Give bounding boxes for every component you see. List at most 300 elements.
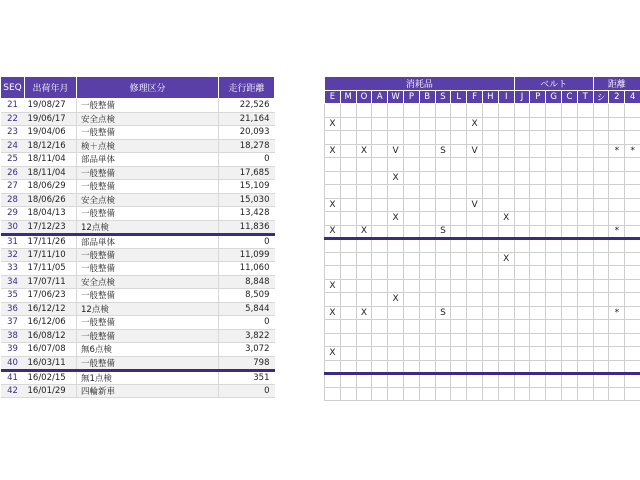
grid-cell[interactable] <box>419 374 435 388</box>
grid-cell[interactable] <box>530 225 546 239</box>
grid-cell[interactable] <box>593 347 609 361</box>
column-header[interactable]: 2 <box>609 91 625 104</box>
grid-cell[interactable] <box>514 185 530 199</box>
grid-cell[interactable] <box>577 185 593 199</box>
grid-cell[interactable] <box>546 185 562 199</box>
grid-cell[interactable] <box>593 212 609 226</box>
column-header[interactable]: C <box>562 91 578 104</box>
grid-cell[interactable] <box>467 374 483 388</box>
grid-cell[interactable] <box>372 333 388 347</box>
grid-cell[interactable] <box>372 374 388 388</box>
grid-cell[interactable] <box>356 104 372 118</box>
grid-cell[interactable] <box>530 266 546 280</box>
grid-cell[interactable] <box>451 387 467 401</box>
grid-cell[interactable] <box>625 320 640 334</box>
grid-cell[interactable] <box>419 347 435 361</box>
grid-cell[interactable] <box>467 266 483 280</box>
history-row[interactable] <box>1 112 275 126</box>
history-row[interactable] <box>1 180 275 194</box>
grid-cell[interactable] <box>498 158 514 172</box>
grid-cell[interactable] <box>625 185 640 199</box>
grid-cell[interactable] <box>372 198 388 212</box>
grid-cell[interactable] <box>514 252 530 266</box>
grid-cell[interactable] <box>340 293 356 307</box>
grid-cell[interactable] <box>356 293 372 307</box>
grid-cell[interactable] <box>625 239 640 253</box>
grid-cell[interactable] <box>403 279 419 293</box>
grid-cell[interactable] <box>340 320 356 334</box>
grid-cell[interactable] <box>403 198 419 212</box>
grid-cell[interactable] <box>467 212 483 226</box>
grid-cell[interactable] <box>467 252 483 266</box>
grid-cell[interactable] <box>325 212 341 226</box>
grid-cell[interactable] <box>498 239 514 253</box>
grid-cell[interactable] <box>562 252 578 266</box>
grid-cell[interactable]: * <box>609 144 625 158</box>
grid-cell[interactable] <box>451 198 467 212</box>
grid-cell[interactable] <box>467 387 483 401</box>
history-row[interactable] <box>1 248 275 262</box>
grid-cell[interactable] <box>435 360 451 374</box>
grid-cell[interactable] <box>435 374 451 388</box>
grid-cell[interactable] <box>546 158 562 172</box>
grid-cell[interactable] <box>562 158 578 172</box>
grid-cell[interactable] <box>562 387 578 401</box>
grid-cell[interactable] <box>546 333 562 347</box>
grid-cell[interactable] <box>577 320 593 334</box>
grid-cell[interactable] <box>403 333 419 347</box>
grid-cell[interactable] <box>577 306 593 320</box>
column-header[interactable]: P <box>403 91 419 104</box>
grid-cell[interactable] <box>609 158 625 172</box>
grid-cell[interactable] <box>577 117 593 131</box>
grid-cell[interactable] <box>356 158 372 172</box>
grid-cell[interactable] <box>388 252 404 266</box>
grid-cell[interactable] <box>593 266 609 280</box>
grid-cell[interactable] <box>403 387 419 401</box>
history-row[interactable] <box>1 302 275 316</box>
grid-cell[interactable] <box>514 239 530 253</box>
grid-cell[interactable] <box>609 360 625 374</box>
grid-cell[interactable] <box>625 225 640 239</box>
column-header[interactable]: シ <box>593 91 609 104</box>
grid-cell[interactable] <box>625 306 640 320</box>
grid-cell[interactable] <box>356 239 372 253</box>
grid-cell[interactable] <box>593 158 609 172</box>
grid-cell[interactable] <box>482 171 498 185</box>
grid-cell[interactable] <box>435 333 451 347</box>
grid-cell[interactable] <box>419 252 435 266</box>
history-row[interactable] <box>1 329 275 343</box>
grid-cell[interactable] <box>609 252 625 266</box>
grid-cell[interactable] <box>530 104 546 118</box>
grid-cell[interactable] <box>482 104 498 118</box>
grid-cell[interactable] <box>325 293 341 307</box>
column-header[interactable]: A <box>372 91 388 104</box>
grid-cell[interactable] <box>530 360 546 374</box>
history-row[interactable] <box>1 99 275 113</box>
grid-cell[interactable]: * <box>609 225 625 239</box>
grid-cell[interactable] <box>577 360 593 374</box>
grid-cell[interactable] <box>467 225 483 239</box>
grid-cell[interactable] <box>514 293 530 307</box>
grid-cell[interactable] <box>435 131 451 145</box>
grid-cell[interactable] <box>451 374 467 388</box>
grid-cell[interactable] <box>372 279 388 293</box>
grid-cell[interactable]: X <box>325 347 341 361</box>
grid-cell[interactable] <box>419 225 435 239</box>
grid-cell[interactable] <box>593 333 609 347</box>
grid-cell[interactable] <box>562 293 578 307</box>
grid-cell[interactable] <box>451 333 467 347</box>
grid-cell[interactable] <box>609 239 625 253</box>
grid-cell[interactable] <box>482 185 498 199</box>
history-row[interactable] <box>1 139 275 153</box>
grid-cell[interactable] <box>419 333 435 347</box>
grid-cell[interactable] <box>403 117 419 131</box>
grid-cell[interactable] <box>593 252 609 266</box>
grid-cell[interactable] <box>403 158 419 172</box>
grid-cell[interactable] <box>546 293 562 307</box>
grid-cell[interactable] <box>451 212 467 226</box>
grid-cell[interactable] <box>419 198 435 212</box>
grid-cell[interactable]: X <box>356 306 372 320</box>
grid-cell[interactable] <box>325 333 341 347</box>
grid-cell[interactable] <box>562 225 578 239</box>
grid-cell[interactable] <box>593 144 609 158</box>
grid-cell[interactable] <box>403 185 419 199</box>
grid-cell[interactable] <box>514 117 530 131</box>
grid-cell[interactable] <box>467 347 483 361</box>
grid-cell[interactable] <box>625 198 640 212</box>
grid-cell[interactable] <box>435 347 451 361</box>
grid-cell[interactable] <box>403 131 419 145</box>
grid-cell[interactable] <box>577 225 593 239</box>
grid-cell[interactable] <box>593 320 609 334</box>
grid-cell[interactable] <box>451 279 467 293</box>
grid-cell[interactable] <box>530 333 546 347</box>
grid-cell[interactable] <box>498 387 514 401</box>
column-header[interactable]: B <box>419 91 435 104</box>
grid-cell[interactable] <box>403 239 419 253</box>
grid-cell[interactable] <box>577 387 593 401</box>
grid-cell[interactable] <box>514 387 530 401</box>
grid-cell[interactable] <box>372 117 388 131</box>
grid-cell[interactable] <box>340 158 356 172</box>
grid-cell[interactable] <box>498 144 514 158</box>
grid-cell[interactable] <box>482 266 498 280</box>
history-row[interactable] <box>1 275 275 289</box>
grid-cell[interactable] <box>482 117 498 131</box>
grid-cell[interactable] <box>435 293 451 307</box>
grid-cell[interactable] <box>482 293 498 307</box>
history-row[interactable] <box>1 193 275 207</box>
grid-cell[interactable] <box>482 306 498 320</box>
grid-cell[interactable] <box>325 320 341 334</box>
grid-cell[interactable] <box>577 158 593 172</box>
grid-cell[interactable] <box>372 266 388 280</box>
grid-cell[interactable] <box>562 185 578 199</box>
grid-cell[interactable] <box>562 171 578 185</box>
grid-cell[interactable]: X <box>325 279 341 293</box>
grid-cell[interactable] <box>419 320 435 334</box>
grid-cell[interactable] <box>609 293 625 307</box>
grid-cell[interactable] <box>325 171 341 185</box>
grid-cell[interactable] <box>372 320 388 334</box>
grid-cell[interactable] <box>609 347 625 361</box>
grid-cell[interactable] <box>514 333 530 347</box>
history-row[interactable] <box>1 262 275 276</box>
grid-cell[interactable] <box>577 171 593 185</box>
grid-cell[interactable] <box>498 333 514 347</box>
grid-cell[interactable] <box>356 252 372 266</box>
column-header[interactable]: M <box>340 91 356 104</box>
grid-cell[interactable] <box>593 293 609 307</box>
grid-cell[interactable] <box>498 185 514 199</box>
grid-cell[interactable] <box>340 185 356 199</box>
grid-cell[interactable] <box>467 185 483 199</box>
grid-cell[interactable] <box>340 374 356 388</box>
grid-cell[interactable] <box>435 171 451 185</box>
grid-cell[interactable]: X <box>388 212 404 226</box>
column-header[interactable]: G <box>546 91 562 104</box>
history-row[interactable] <box>1 384 275 398</box>
grid-cell[interactable] <box>562 198 578 212</box>
grid-cell[interactable] <box>546 360 562 374</box>
grid-cell[interactable]: S <box>435 225 451 239</box>
grid-cell[interactable] <box>388 347 404 361</box>
history-row[interactable] <box>1 153 275 167</box>
grid-cell[interactable] <box>435 387 451 401</box>
grid-cell[interactable] <box>372 306 388 320</box>
header-seq[interactable]: SEQ <box>1 77 25 99</box>
header-date[interactable]: 出荷年月 <box>25 77 77 99</box>
grid-cell[interactable] <box>546 171 562 185</box>
grid-cell[interactable] <box>625 212 640 226</box>
grid-cell[interactable] <box>403 360 419 374</box>
grid-cell[interactable] <box>388 185 404 199</box>
grid-cell[interactable] <box>625 360 640 374</box>
grid-cell[interactable]: X <box>388 293 404 307</box>
grid-cell[interactable] <box>356 212 372 226</box>
grid-cell[interactable] <box>482 279 498 293</box>
grid-cell[interactable]: S <box>435 306 451 320</box>
grid-cell[interactable] <box>356 374 372 388</box>
grid-cell[interactable]: X <box>498 212 514 226</box>
grid-cell[interactable] <box>482 131 498 145</box>
grid-cell[interactable] <box>403 171 419 185</box>
grid-cell[interactable] <box>514 266 530 280</box>
grid-cell[interactable] <box>625 131 640 145</box>
grid-cell[interactable] <box>388 333 404 347</box>
grid-cell[interactable] <box>530 347 546 361</box>
grid-cell[interactable] <box>340 333 356 347</box>
grid-cell[interactable] <box>530 387 546 401</box>
grid-cell[interactable] <box>530 198 546 212</box>
grid-cell[interactable] <box>356 131 372 145</box>
grid-cell[interactable] <box>451 293 467 307</box>
grid-cell[interactable] <box>419 158 435 172</box>
grid-cell[interactable] <box>609 198 625 212</box>
grid-cell[interactable]: X <box>498 252 514 266</box>
grid-cell[interactable]: X <box>325 144 341 158</box>
grid-cell[interactable] <box>388 225 404 239</box>
header-category[interactable]: 修理区分 <box>77 77 219 99</box>
grid-cell[interactable] <box>403 266 419 280</box>
grid-cell[interactable] <box>356 198 372 212</box>
grid-cell[interactable] <box>562 360 578 374</box>
grid-cell[interactable] <box>514 374 530 388</box>
grid-cell[interactable] <box>340 252 356 266</box>
grid-cell[interactable] <box>498 225 514 239</box>
grid-cell[interactable] <box>546 104 562 118</box>
grid-cell[interactable] <box>372 131 388 145</box>
grid-cell[interactable] <box>340 225 356 239</box>
grid-cell[interactable] <box>325 266 341 280</box>
grid-cell[interactable] <box>562 279 578 293</box>
grid-cell[interactable]: V <box>467 144 483 158</box>
grid-cell[interactable] <box>514 347 530 361</box>
grid-cell[interactable] <box>625 266 640 280</box>
grid-cell[interactable] <box>609 171 625 185</box>
grid-cell[interactable] <box>372 158 388 172</box>
grid-cell[interactable] <box>482 360 498 374</box>
grid-cell[interactable] <box>388 279 404 293</box>
grid-cell[interactable] <box>514 212 530 226</box>
history-row[interactable] <box>1 289 275 303</box>
grid-cell[interactable] <box>388 158 404 172</box>
grid-cell[interactable] <box>593 279 609 293</box>
grid-cell[interactable] <box>388 117 404 131</box>
grid-cell[interactable] <box>546 117 562 131</box>
grid-cell[interactable] <box>514 306 530 320</box>
grid-cell[interactable] <box>530 131 546 145</box>
grid-cell[interactable] <box>467 171 483 185</box>
grid-cell[interactable] <box>593 185 609 199</box>
grid-cell[interactable] <box>577 131 593 145</box>
grid-cell[interactable]: S <box>435 144 451 158</box>
grid-cell[interactable] <box>546 144 562 158</box>
grid-cell[interactable] <box>325 239 341 253</box>
grid-cell[interactable] <box>419 104 435 118</box>
grid-cell[interactable] <box>340 279 356 293</box>
grid-cell[interactable] <box>625 293 640 307</box>
grid-cell[interactable] <box>388 374 404 388</box>
grid-cell[interactable] <box>435 104 451 118</box>
grid-cell[interactable]: X <box>325 225 341 239</box>
grid-cell[interactable] <box>562 333 578 347</box>
grid-cell[interactable] <box>609 131 625 145</box>
history-row[interactable] <box>1 234 275 248</box>
grid-cell[interactable] <box>372 171 388 185</box>
grid-cell[interactable] <box>514 279 530 293</box>
grid-cell[interactable] <box>530 117 546 131</box>
history-row[interactable] <box>1 207 275 221</box>
grid-cell[interactable] <box>356 117 372 131</box>
column-header[interactable]: L <box>451 91 467 104</box>
grid-cell[interactable] <box>546 225 562 239</box>
grid-cell[interactable] <box>498 293 514 307</box>
grid-cell[interactable] <box>419 144 435 158</box>
grid-cell[interactable] <box>419 239 435 253</box>
grid-cell[interactable] <box>482 347 498 361</box>
grid-cell[interactable] <box>609 320 625 334</box>
grid-cell[interactable] <box>451 117 467 131</box>
grid-cell[interactable] <box>325 185 341 199</box>
grid-cell[interactable] <box>340 117 356 131</box>
grid-cell[interactable] <box>372 347 388 361</box>
history-row[interactable] <box>1 126 275 140</box>
grid-cell[interactable] <box>514 171 530 185</box>
grid-cell[interactable] <box>372 212 388 226</box>
grid-cell[interactable] <box>482 212 498 226</box>
grid-cell[interactable] <box>419 131 435 145</box>
grid-cell[interactable] <box>451 225 467 239</box>
grid-cell[interactable] <box>609 374 625 388</box>
grid-cell[interactable] <box>451 158 467 172</box>
grid-cell[interactable] <box>498 347 514 361</box>
grid-cell[interactable] <box>403 225 419 239</box>
column-header[interactable]: T <box>577 91 593 104</box>
grid-cell[interactable] <box>625 374 640 388</box>
grid-cell[interactable] <box>546 131 562 145</box>
grid-cell[interactable] <box>546 306 562 320</box>
grid-cell[interactable] <box>577 293 593 307</box>
grid-cell[interactable] <box>419 266 435 280</box>
grid-cell[interactable] <box>340 212 356 226</box>
grid-cell[interactable] <box>388 198 404 212</box>
grid-cell[interactable] <box>562 212 578 226</box>
grid-cell[interactable] <box>530 374 546 388</box>
grid-cell[interactable] <box>498 117 514 131</box>
grid-cell[interactable] <box>372 252 388 266</box>
grid-cell[interactable] <box>546 252 562 266</box>
grid-cell[interactable] <box>593 198 609 212</box>
grid-cell[interactable] <box>482 252 498 266</box>
grid-cell[interactable] <box>609 212 625 226</box>
grid-cell[interactable] <box>498 266 514 280</box>
grid-cell[interactable] <box>625 171 640 185</box>
grid-cell[interactable] <box>625 117 640 131</box>
grid-cell[interactable] <box>609 185 625 199</box>
grid-cell[interactable] <box>482 374 498 388</box>
grid-cell[interactable] <box>562 104 578 118</box>
column-header[interactable]: S <box>435 91 451 104</box>
history-row[interactable] <box>1 220 275 234</box>
grid-cell[interactable] <box>546 374 562 388</box>
grid-cell[interactable] <box>577 374 593 388</box>
grid-cell[interactable] <box>562 347 578 361</box>
grid-cell[interactable] <box>435 185 451 199</box>
grid-cell[interactable] <box>467 131 483 145</box>
grid-cell[interactable] <box>530 212 546 226</box>
grid-cell[interactable] <box>403 347 419 361</box>
grid-cell[interactable] <box>451 252 467 266</box>
grid-cell[interactable] <box>403 104 419 118</box>
grid-cell[interactable] <box>388 131 404 145</box>
column-header[interactable]: J <box>514 91 530 104</box>
grid-cell[interactable] <box>625 252 640 266</box>
grid-cell[interactable] <box>546 320 562 334</box>
grid-cell[interactable] <box>356 387 372 401</box>
grid-cell[interactable] <box>530 306 546 320</box>
grid-cell[interactable] <box>356 279 372 293</box>
grid-cell[interactable] <box>419 117 435 131</box>
grid-cell[interactable] <box>403 306 419 320</box>
history-row[interactable] <box>1 370 275 384</box>
grid-cell[interactable] <box>340 144 356 158</box>
grid-cell[interactable] <box>435 212 451 226</box>
